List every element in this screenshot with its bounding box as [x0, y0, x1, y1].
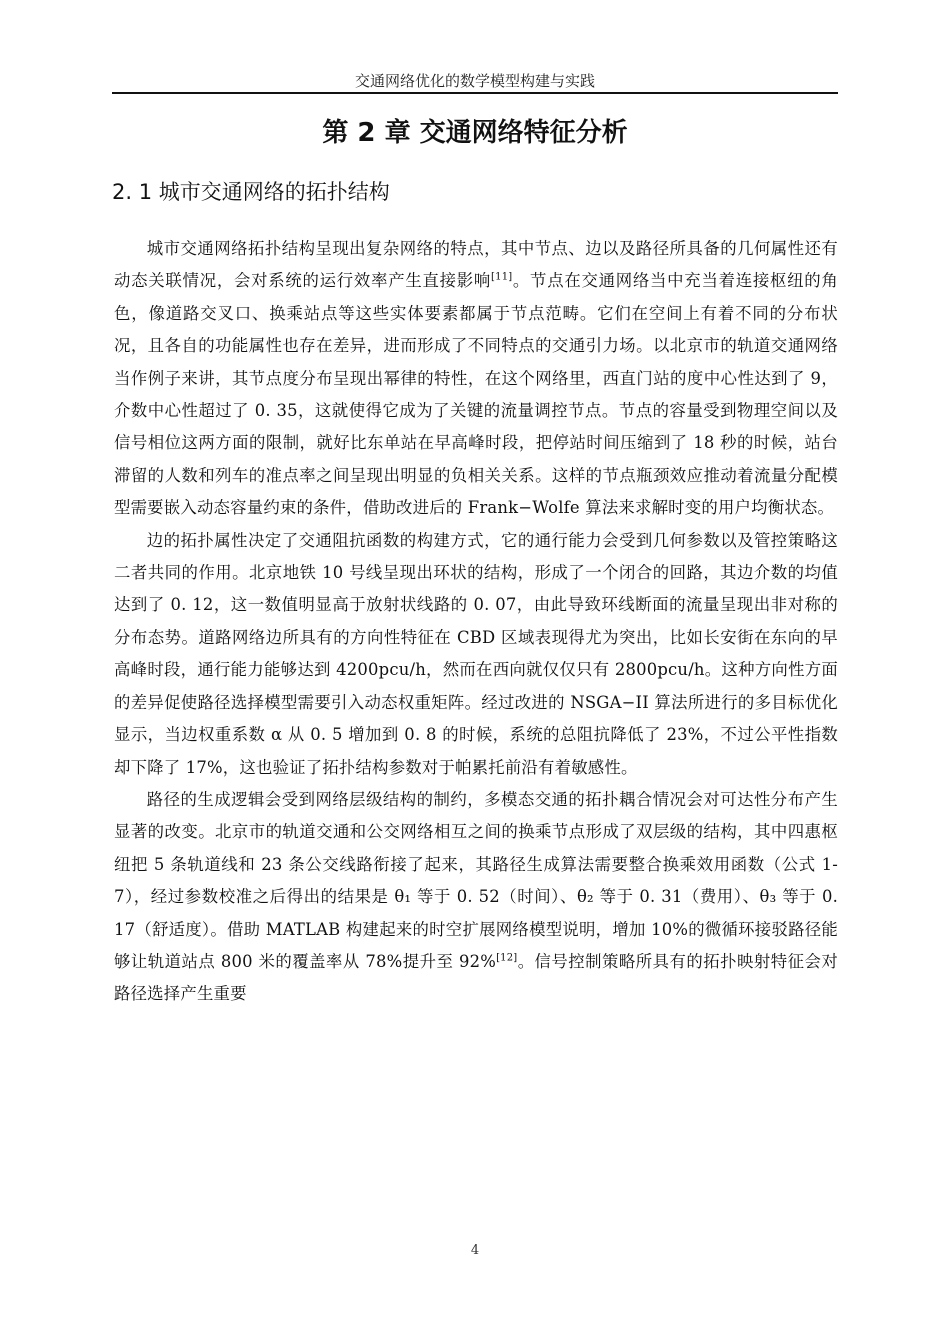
page-number: 4: [470, 1243, 480, 1258]
chapter-title: 第 2 章 交通网络特征分析: [322, 118, 628, 148]
paragraph-3-text-b: 。信号控制策略所具有的拓扑映射特征会对路径选择产生重要: [114, 951, 838, 1004]
paragraph-3: [114, 784, 838, 1011]
body-text: [114, 233, 838, 1011]
paragraph-1-text-b: 。节点在交通网络当中充当着连接枢纽的角色，像道路交叉口、换乘站点等这些实体要素都属于节点范畴。它们在空间上有着不同的分布状况，且各自的功能属性也存在差异，进而形成了不同特点的交通引力场。以北京市的轨道交通网络当作例子来讲，其节点度分布呈现出幂律的特性，在这个网络里，西直门站的度中心性达到了 9，介数中心性超过了 0. 35，这就使得它成为了关键的流量调控节点。节点的容量受到物理空间以及信号相位这两方面的限制，就好比东单站在早高峰时段，把停站时间压缩到了 18 秒的时候，站台滞留的人数和列车的准点率之间呈现出明显的负相关关系。这样的节点瓶颈效应推动着流量分配模型需要嵌入动态容量约束的条件，借助改进后的 Frank−Wolfe 算法来求解时变的用户均衡状态。: [114, 271, 838, 518]
header-divider: [112, 92, 838, 94]
paragraph-1-text-a: 城市交通网络拓扑结构呈现出复杂网络的特点，其中节点、边以及路径所具备的几何属性还有动态关联情况，会对系统的运行效率产生直接影响: [114, 239, 838, 291]
citation-12: [12]: [496, 952, 518, 964]
paragraph-1: [114, 233, 838, 525]
section-title: 2. 1 城市交通网络的拓扑结构: [112, 180, 390, 204]
citation-11: [11]: [491, 271, 513, 283]
running-header: 交通网络优化的数学模型构建与实践: [354, 72, 595, 90]
paragraph-3-text-a: 路径的生成逻辑会受到网络层级结构的制约，多模态交通的拓扑耦合情况会对可达性分布产生显著的改变。北京市的轨道交通和公交网络相互之间的换乘节点形成了双层级的结构，其中四惠枢纽把 5 条轨道线和 23 条公交线路衔接了起来，其路径生成算法需要整合换乘效用函数（公式 1-7），经过参数校准之后得出的结果是 θ₁ 等于 0. 52（时间）、θ₂ 等于 0. 31（费用）、θ₃ 等于 0. 17（舒适度）。借助 MATLAB 构建起来的时空扩展网络模型说明，增加 10%的微循环接驳路径能够让轨道站点 800 米的覆盖率从 78%提升至 92%: [114, 789, 838, 971]
paragraph-2: 边的拓扑属性决定了交通阻抗函数的构建方式，它的通行能力会受到几何参数以及管控策略这二者共同的作用。北京地铁 10 号线呈现出环状的结构，形成了一个闭合的回路，其边介数的均值达到了 0. 12，这一数值明显高于放射状线路的 0. 07，由此导致环线断面的流量呈现出非对称的分布态势。道路网络边所具有的方向性特征在 CBD 区域表现得尤为突出，比如长安街在东向的早高峰时段，通行能力能够达到 4200pcu/h，然而在西向就仅仅只有 2800pcu/h。这种方向性方面的差异促使路径选择模型需要引入动态权重矩阵。经过改进的 NSGA−II 算法所进行的多目标优化显示，当边权重系数 α 从 0. 5 增加到 0. 8 的时候，系统的总阻抗降低了 23%，不过公平性指数却下降了 17%，这也验证了拓扑结构参数对于帕累托前沿有着敏感性。: [114, 530, 838, 777]
